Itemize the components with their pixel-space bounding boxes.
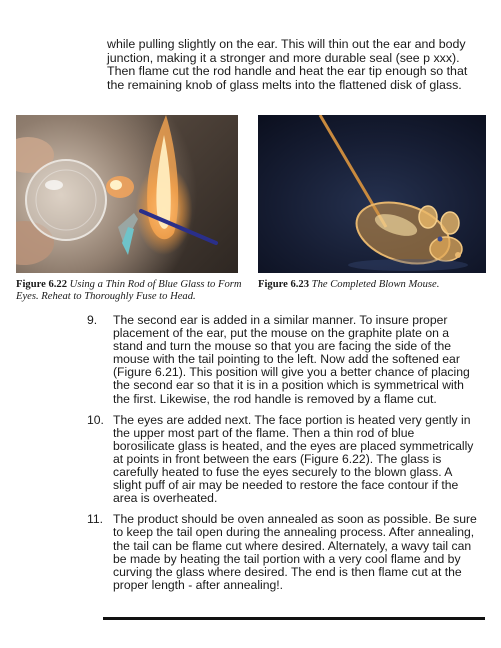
figure-label: Figure 6.22 [16, 279, 68, 290]
step-11 [87, 513, 479, 592]
step-text: The eyes are added next. The face portion is heated very gently in the upper most part of the flame. Then a thin rod of blue borosilicate glass is heated, and the eyes are placed symmetrically at points in front between the ears (Figure 6.22). The glass is carefully heated to fuse the eyes securely to the blown glass. A slight puff of air may be needed to restore the face contour if the area is overheated. [113, 412, 474, 506]
step-text: The second ear is added in a similar manner. To insure proper placement of the ear, put the mouse on the graphite plate on a stand and turn the mouse so that you are facing the side of the mouse with the tail pointing to the left. Now add the softened ear (Figure 6.21). This position will give you a better chance of placing the second ear so that it is in a position which is symmetrical with the first. Likewise, the rod handle is removed by a flame cut. [113, 313, 470, 406]
step-10 [87, 414, 479, 506]
step-number: 10. [87, 412, 104, 427]
figure-caption-text: The Completed Blown Mouse. [311, 279, 440, 290]
figure-caption-text: Using a Thin Rod of Blue Glass to Form Eyes. Reheat to Thoroughly Fuse to Head. [16, 279, 242, 302]
figure-6-22-caption [16, 279, 242, 302]
glass-mouse-illustration [258, 115, 486, 273]
torch-work-illustration [16, 115, 238, 273]
step-text: The product should be oven annealed as soon as possible. Be sure to keep the tail open during the annealing process. After annealing, the tail can be flame cut where desired. Alternately, a wavy tail can be made by heating the tail portion with a very cool flame and by curving the glass where desired. The end is then flame cut at the proper length - after annealing!. [113, 512, 477, 592]
intro-paragraph: while pulling slightly on the ear. This will thin out the ear and body junction, making it a stronger and more durable seal (see p xxx). Then flame cut the rod handle and heat the ear tip enough so that the remaining knob of glass melts into the flattened disk of glass. [107, 37, 468, 92]
footer-rule [103, 617, 485, 620]
step-number: 9. [87, 313, 98, 327]
figure-label: Figure 6.23 [258, 279, 310, 290]
figure-6-23-caption [258, 279, 488, 291]
procedure-steps [87, 314, 479, 600]
figure-6-23-photo [258, 115, 486, 273]
step-9 [87, 314, 479, 406]
step-number: 11. [87, 512, 104, 527]
figure-6-22-photo [16, 115, 238, 273]
